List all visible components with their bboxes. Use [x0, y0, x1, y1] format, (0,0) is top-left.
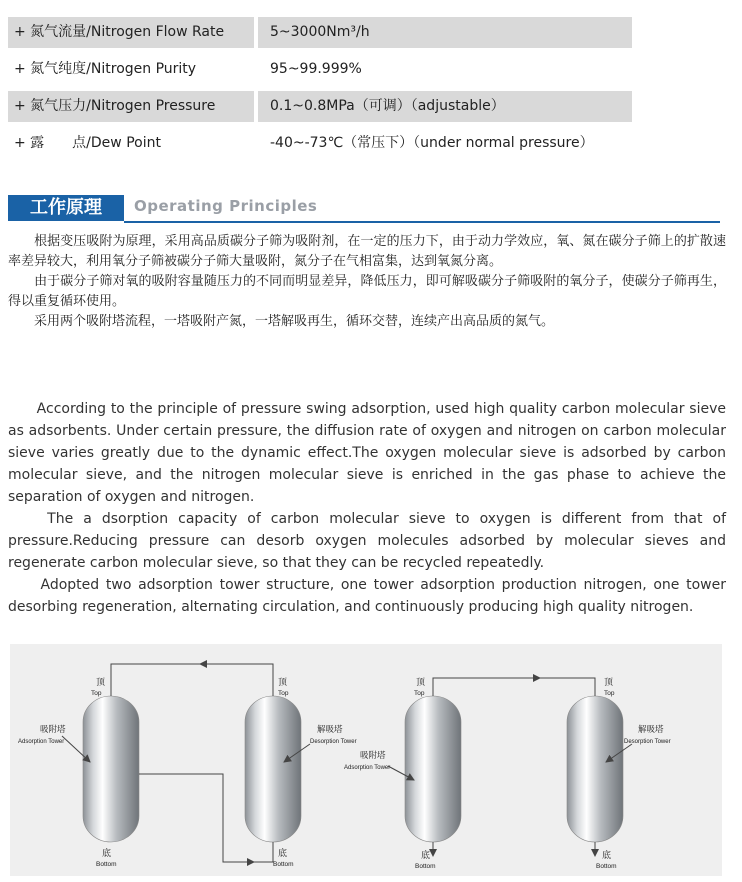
- cn-paragraph: 根据变压吸附为原理，采用高品质碳分子筛为吸附剂，在一定的压力下，由于动力学效应，氧、氮在碳分子筛上的扩散速率差异较大，利用氧分子筛被碳分子筛大量吸附，氮分子在气相富集，达到氧氮分离。: [8, 234, 726, 269]
- section-title-en: Operating Principles: [134, 197, 318, 215]
- desorption-tower-shape: [245, 696, 301, 842]
- chinese-description: [8, 232, 726, 332]
- cn-paragraph: 由于碳分子筛对氧的吸附容量随压力的不同而明显差异，降低压力，即可解吸碳分子筛吸附的氧分子，使碳分子筛再生，得以重复循环使用。: [8, 274, 726, 309]
- bottom-label-cn: 底: [102, 848, 112, 858]
- top-label-cn: 顶: [278, 677, 288, 687]
- en-paragraph: Adopted two adsorption tower structure, one tower adsorption production nitrogen, one tower desorbing regeneration, alternating circulation, and continuously producing high quality nitrogen.: [8, 577, 726, 615]
- desorption-tower-shape: [567, 696, 623, 842]
- adsorption-label-cn: 吸附塔: [40, 724, 66, 734]
- bottom-label-en: Bottom: [273, 861, 294, 868]
- spec-label: + 氮气流量/Nitrogen Flow Rate: [8, 17, 254, 48]
- adsorption-tower-shape: [83, 696, 139, 842]
- tower-flow-diagram: [10, 644, 722, 876]
- bottom-label-en: Bottom: [96, 861, 117, 868]
- spec-value: -40~-73℃（常压下）（under normal pressure）: [270, 135, 594, 151]
- en-paragraph: According to the principle of pressure swing adsorption, used high quality carbon molecular sieve as adsorbents. Under certain pressure, the diffusion rate of oxygen and nitrogen on carbon molecular sieve varies greatly due to the dynamic effect.The oxygen molecular sieve is adsorbed by carbon molecular sieve, and the nitrogen molecular sieve is enriched in the gas phase to achieve the separation of oxygen and nitrogen.: [8, 401, 726, 505]
- adsorption-tower-shape: [405, 696, 461, 842]
- spec-row-pressure: [8, 88, 632, 125]
- desorption-label-en: Desorption Tower: [624, 739, 671, 745]
- top-pipe: [111, 664, 273, 696]
- bottom-label-en: Bottom: [596, 863, 617, 870]
- spec-row-flow-rate: [8, 14, 632, 51]
- cn-paragraph: 采用两个吸附塔流程，一塔吸附产氮，一塔解吸再生，循环交替，连续产出高品质的氮气。: [8, 314, 555, 329]
- bottom-label-cn: 底: [278, 848, 288, 858]
- top-label-en: Top: [278, 690, 289, 697]
- spec-label: + 露 点/Dew Point: [14, 135, 161, 151]
- diagram-svg: [10, 644, 722, 876]
- bottom-label-cn: 底: [421, 850, 431, 860]
- adsorption-label-en: Adsorption Tower: [344, 765, 391, 771]
- en-paragraph: The a dsorption capacity of carbon molecular sieve to oxygen is different from that of pressure.Reducing pressure can desorb oxygen molecules adsorbed by molecular sieves and regenerate carbon molecular sieve, so that they can be recycled repeatedly.: [8, 511, 726, 571]
- adsorption-label-cn: 吸附塔: [360, 750, 386, 760]
- bottom-label-en: Bottom: [415, 863, 436, 870]
- english-description: [8, 398, 726, 618]
- spec-value: 0.1~0.8MPa（可调）（adjustable）: [258, 91, 632, 122]
- top-label-cn: 顶: [96, 677, 106, 687]
- section-title-cn: 工作原理: [8, 195, 124, 221]
- top-label-en: Top: [91, 690, 102, 697]
- top-label-cn: 顶: [416, 677, 426, 687]
- top-label-en: Top: [604, 690, 615, 697]
- section-header: [8, 195, 720, 223]
- right-pair: [388, 678, 632, 856]
- section-divider: [124, 221, 720, 223]
- bottom-label-cn: 底: [602, 850, 612, 860]
- spec-label: + 氮气压力/Nitrogen Pressure: [8, 91, 254, 122]
- spec-value: 5~3000Nm³/h: [258, 17, 632, 48]
- desorption-label-cn: 解吸塔: [638, 724, 664, 734]
- top-label-en: Top: [414, 690, 425, 697]
- spec-table: [8, 14, 632, 162]
- adsorption-label-en: Adsorption Tower: [18, 739, 65, 745]
- spec-row-purity: [8, 51, 632, 88]
- spec-label: + 氮气纯度/Nitrogen Purity: [14, 61, 197, 77]
- desorption-label-cn: 解吸塔: [317, 724, 343, 734]
- spec-value: 95~99.999%: [270, 61, 362, 77]
- spec-row-dew-point: [8, 125, 632, 162]
- top-pipe: [433, 678, 595, 696]
- desorption-label-en: Desorption Tower: [310, 739, 357, 745]
- top-label-cn: 顶: [604, 677, 614, 687]
